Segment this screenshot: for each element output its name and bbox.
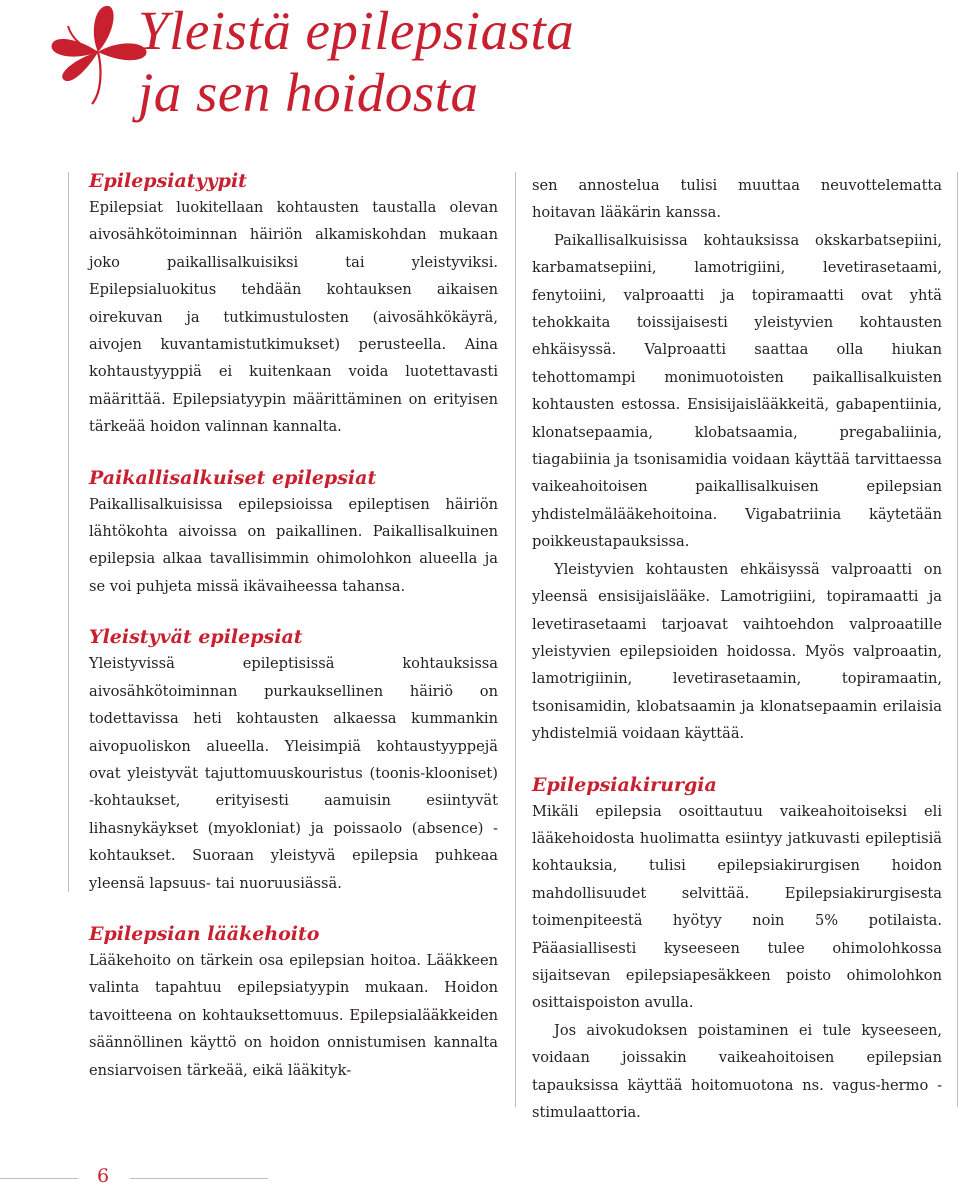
paragraph: Paikallisalkuisissa kohtauksissa okskarbatsepiini, karbamatsepiini, lamotrigiini, levetirasetaami, fenytoiini, valproaatti ja topiramaatti ovat yhtä tehokkaita toissijaisesti yleistyvien kohtausten ehkäisyssä. Valproaatti saattaa olla hiukan tehottomampi monimuotoisten paikallisalkuisten kohtausten estossa. Ensisijaislääkkeitä, gabapentiinia, klonatsepaamia, klobatsaamia, pregabaliinia, tiagabiinia ja tsonisamidia voidaan käyttää tarvittaessa vaikeahoitoisen paikallisalkuisen epilepsian yhdistelmälääkehoitoina. Vigabatriinia käytetään poikkeustapauksissa. xyxy=(532,231,942,551)
right-column xyxy=(532,172,942,1126)
section-laakehoito xyxy=(89,921,498,1084)
section-heading: Paikallisalkuiset epilepsiat xyxy=(89,466,377,489)
left-margin-rule xyxy=(68,172,69,892)
paragraph: Mikäli epilepsia osoittautuu vaikeahoitoiseksi eli lääkehoidosta huolimatta esiintyy jatkuvasti epileptisiä kohtauksia, tulisi epilepsiakirurgisen hoidon mahdollisuudet selvittää. Epilepsiakirurgisesta toimenpiteestä hyötyy noin 5% potilaista. Pääasiallisesti kyseeseen tulee ohimolohkossa sijaitsevan epilepsiapesäkkeen poisto ohimolohkon osittaispoiston avulla. xyxy=(532,802,942,1012)
section-yleistyvat xyxy=(89,624,498,897)
paragraph: Yleistyvien kohtausten ehkäisyssä valproaatti on yleensä ensisijaislääke. Lamotrigiini, topiramaatti ja levetirasetaami tarjoavat vaihtoehdon valproaatille yleistyvien epilepsioiden hoidossa. Myös valproaatin, lamotrigiinin, levetirasetaamin, topiramaatin, tsonisamidin, klobatsaamin ja klonatsepaamin erilaisia yhdistelmiä voidaan käyttää. xyxy=(532,560,942,743)
footer-rule-right xyxy=(130,1178,268,1179)
right-margin-rule xyxy=(957,172,958,1107)
left-column xyxy=(89,168,498,1084)
section-epilepsiakirurgia xyxy=(532,772,942,1127)
paragraph: Jos aivokudoksen poistaminen ei tule kyseeseen, voidaan joissakin vaikeahoitoisen epilepsian tapauksissa käyttää hoitomuotona ns. vagus-hermo -stimulaattoria. xyxy=(532,1021,942,1121)
page-number: 6 xyxy=(97,1165,110,1187)
title-line-1: Yleistä epilepsiasta xyxy=(138,0,575,61)
column-divider xyxy=(515,172,516,1107)
section-heading: Epilepsian lääkehoito xyxy=(89,922,320,945)
section-epilepsiatyypit xyxy=(89,168,498,441)
paragraph: Paikallisalkuisissa epilepsioissa epileptisen häiriön lähtökohta aivoissa on paikallinen. Paikallisalkuinen epilepsia alkaa tavallisimmin ohimolohkon alueella ja se voi puhjeta missä ikävaiheessa tahansa. xyxy=(89,495,498,595)
section-heading: Epilepsiakirurgia xyxy=(532,773,717,796)
page-title xyxy=(138,0,574,124)
footer-rule-left xyxy=(0,1178,78,1179)
paragraph: sen annostelua tulisi muuttaa neuvottelematta hoitavan lääkärin kanssa. xyxy=(532,177,942,222)
paragraph: Lääkehoito on tärkein osa epilepsian hoitoa. Lääkkeen valinta tapahtuu epilepsiatyypin mukaan. Hoidon tavoitteena on kohtauksettomuus. Epilepsialääkkeiden säännöllinen käyttö on hoidon onnistumisen kannalta ensiarvoisen tärkeää, eikä lääkityk- xyxy=(89,951,498,1079)
section-heading: Yleistyvät epilepsiat xyxy=(89,626,303,649)
paragraph: Epilepsiat luokitellaan kohtausten taustalla olevan aivosähkötoiminnan häiriön alkamiskohdan mukaan joko paikallisalkuisiksi tai yleistyviksi. Epilepsialuokitus tehdään kohtauksen aikaisen oirekuvan ja tutkimustulosten (aivosähkökäyrä, aivojen kuvantamistutkimukset) perusteella. Aina kohtaustyyppiä ei kuitenkaan voida luotettavasti määrittää. Epilepsiatyypin määrittäminen on erityisen tärkeää hoidon valinnan kannalta. xyxy=(89,199,498,436)
section-heading: Epilepsiatyypit xyxy=(89,170,247,192)
paragraph: Yleistyvissä epileptisissä kohtauksissa aivosähkötoiminnan purkauksellinen häiriö on todettavissa heti kohtausten alkaessa kummankin aivopuoliskon alueella. Yleisimpiä kohtaustyyppejä ovat yleistyvät tajuttomuuskouristus (toonis-klooniset) -kohtaukset, erityisesti aamuisin esiintyvät lihasnykäykset (myokloniat) ja poissaolo (absence) -kohtaukset. Suoraan yleistyvä epilepsia puhkeaa yleensä lapsuus- tai nuoruusiässä. xyxy=(89,655,498,892)
section-paikallisalkuiset xyxy=(89,465,498,601)
title-line-2: ja sen hoidosta xyxy=(138,62,479,123)
